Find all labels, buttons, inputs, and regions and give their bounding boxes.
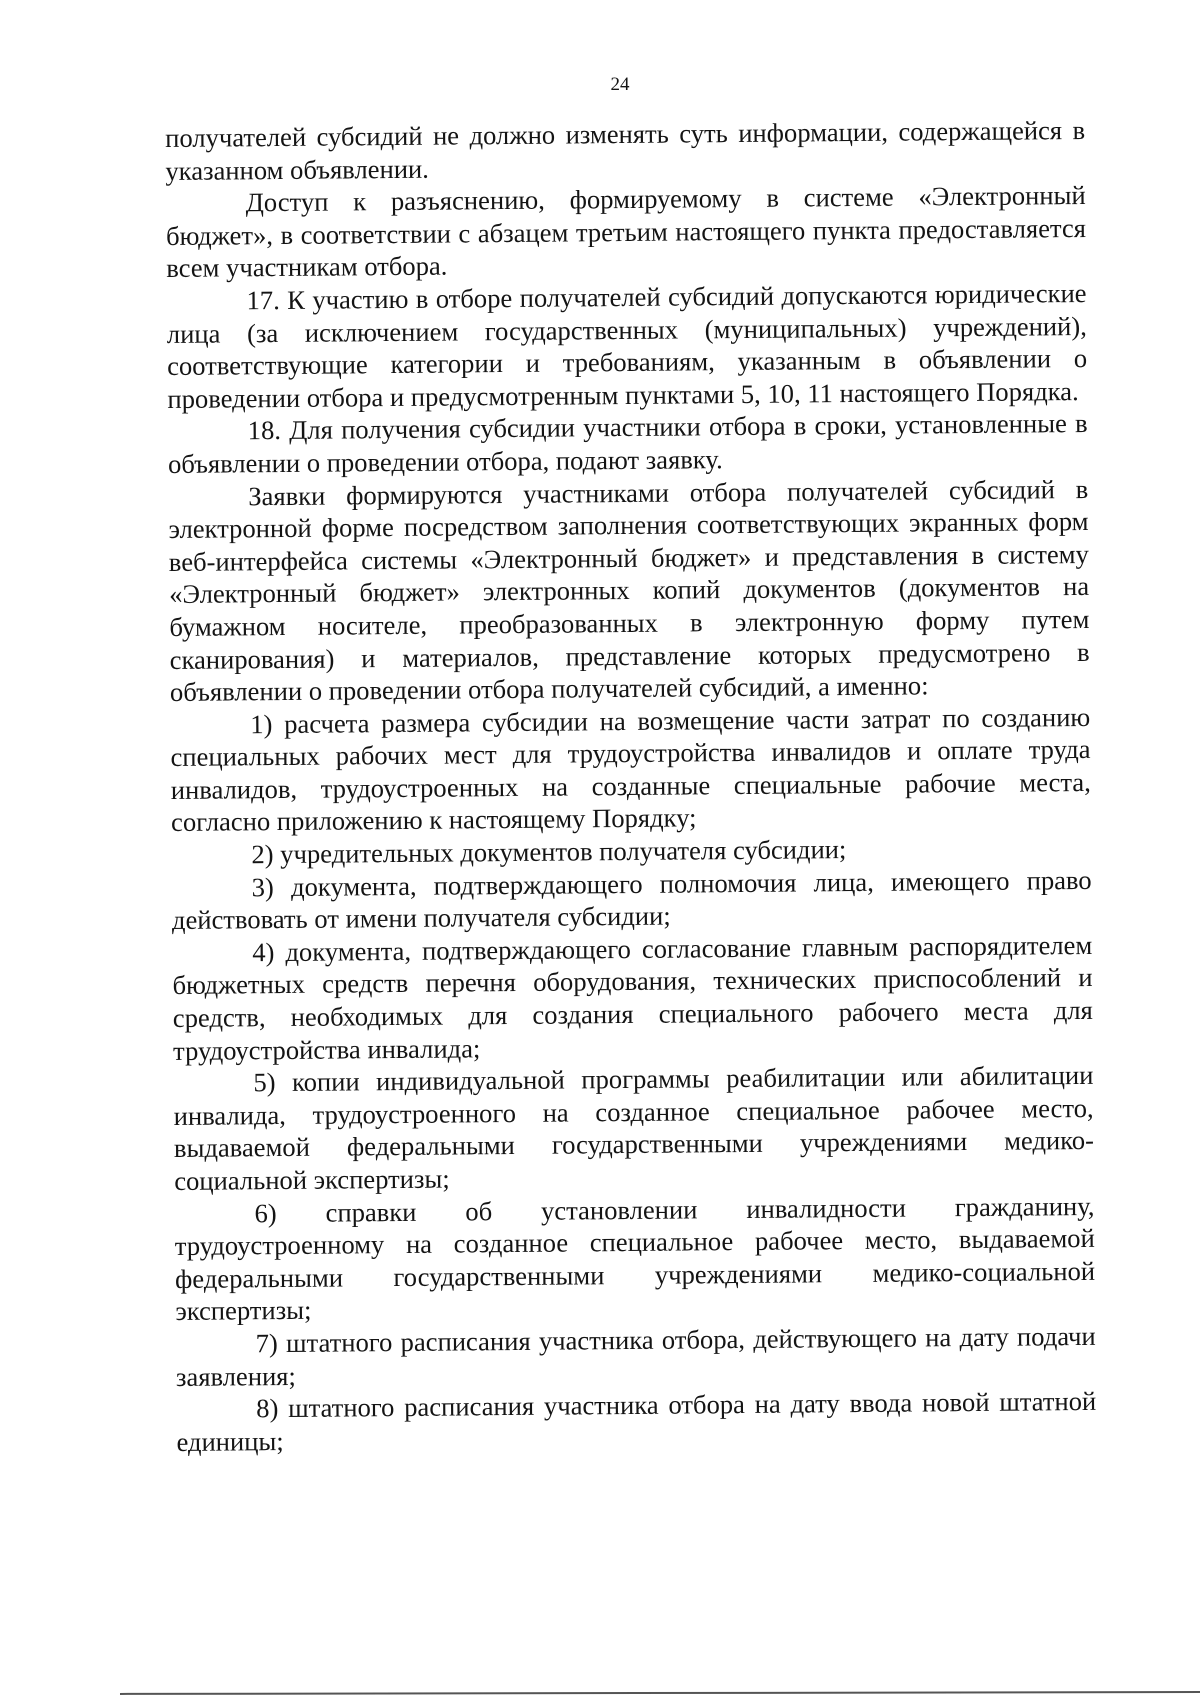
paragraph-clause-17: 17. К участию в отборе получателей субсидий допускаются юридические лица (за исключением государственных (муниципальных) учреждений), соответствующие категории и требованиям, указанным в объявлении о проведении отбора и предусмотренным пунктами 5, 10, 11 настоящего Порядка.: [166, 277, 1088, 414]
scan-bottom-edge: [120, 1691, 1200, 1695]
list-item-5: 5) копии индивидуальной программы реабилитации или абилитации инвалида, трудоустроенного на созданное специальное рабочее место, выдаваемой федеральными государственными учреждениями медико-социальной экспертизы;: [173, 1060, 1095, 1196]
list-item-4: 4) документа, подтверждающего согласование главным распорядителем бюджетных средств перечня оборудования, технических приспособлений и средств, необходимых для создания специального рабочего места для трудоустройства инвалида;: [172, 929, 1093, 1066]
list-item-6: 6) справки об установлении инвалидности гражданину, трудоустроенному на созданное специальное рабочее место, выдаваемой федеральными государственными учреждениями медико-социальной экспертизы;: [174, 1190, 1096, 1327]
document-body: [165, 114, 1097, 1458]
paragraph-clause-18: 18. Для получения субсидии участники отбора в сроки, установленные в объявлении о проведении отбора, подают заявку.: [167, 408, 1088, 479]
list-item-1: 1) расчета размера субсидии на возмещение части затрат по созданию специальных рабочих мест для трудоустройства инвалидов и оплате труда инвалидов, трудоустроенных на созданные специальные рабочие места, согласно приложению к настоящему Порядку;: [170, 701, 1091, 838]
list-item-3: 3) документа, подтверждающего полномочия лица, имеющего право действовать от имени получателя субсидии;: [171, 864, 1092, 936]
list-item-7: 7) штатного расписания участника отбора, действующего на дату подачи заявления;: [175, 1320, 1096, 1392]
list-item-8: 8) штатного расписания участника отбора на дату ввода новой штатной единицы;: [176, 1386, 1097, 1457]
paragraph-applications: Заявки формируются участниками отбора получателей субсидий в электронной форме посредством заполнения соответствующих экранных форм веб-интерфейса системы «Электронный бюджет» и представления в систему «Электронный бюджет» электронных копий документов (документов на бумажном носителе, преобразованных в электронную форму путем сканирования) и материалов, представление которых предусмотрено в объявлении о проведении отбора получателей субсидий, а именно:: [168, 473, 1090, 708]
paragraph-access: Доступ к разъяснению, формируемому в системе «Электронный бюджет», в соответствии с абзацем третьим настоящего пункта предоставляется всем участникам отбора.: [165, 180, 1087, 284]
paragraph-continuation: получателей субсидий не должно изменять суть информации, содержащейся в указанном объявлении.: [165, 114, 1086, 186]
list-item-2: 2) учредительных документов получателя субсидии;: [251, 834, 847, 870]
page-number: 24: [610, 74, 630, 95]
